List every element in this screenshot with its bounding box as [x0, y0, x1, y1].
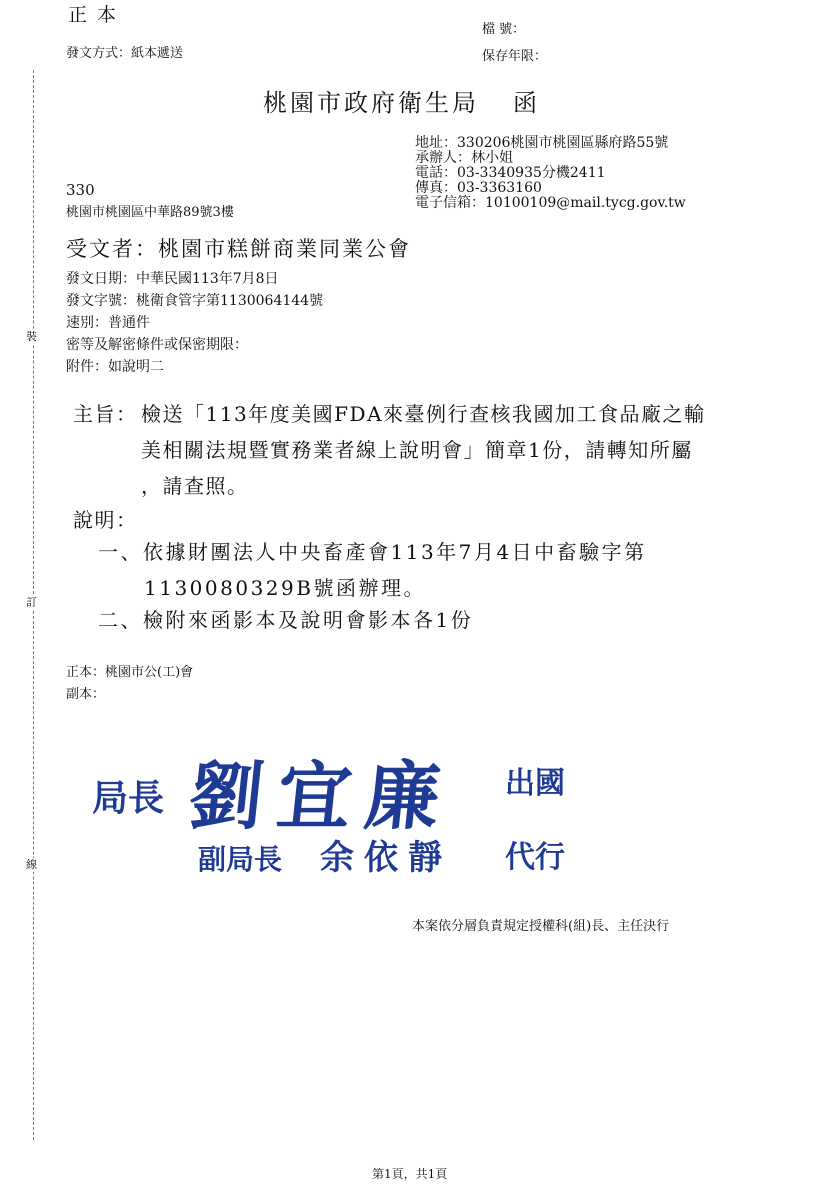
signature-deputy-name: 余依靜 — [320, 838, 452, 878]
copy-type: 正 本 — [68, 4, 119, 26]
classification: 密等及解密條件或保密期限： — [66, 337, 248, 353]
delivery-method: 發文方式：紙本遞送 — [66, 46, 184, 61]
subject-body — [141, 396, 706, 504]
binding-mark-zhuang: 裝 — [26, 330, 37, 343]
attachment: 附件：如說明二 — [66, 359, 164, 375]
explanation-item — [98, 534, 647, 606]
copy-recipients: 副本： — [66, 687, 106, 702]
item-number: 二、 — [98, 608, 143, 632]
subject-line: 檢送「113年度美國FDA來臺例行查核我國加工食品廠之輸 — [141, 402, 706, 426]
agency-name: 桃園市政府衛生局 — [263, 89, 479, 117]
recipient: 受文者：桃園市糕餅商業同業公會 — [66, 237, 411, 261]
document-type: 函 — [513, 89, 540, 117]
contact-email: 電子信箱： 10100109@mail.tycg.gov.tw — [415, 195, 686, 211]
contact-phone: 電話： 03-3340935分機2411 — [415, 165, 606, 181]
signature-status: 出國 — [505, 766, 565, 801]
document-number: 發文字號：桃衛食管字第1130064144號 — [66, 293, 324, 309]
document-title — [263, 83, 540, 118]
file-number-label: 檔 號： — [482, 22, 526, 37]
document-meta — [66, 268, 323, 378]
item-text: 依據財團法人中央畜產會113年7月4日中畜驗字第 — [143, 540, 647, 564]
recipient-address: 桃園市桃園區中華路89號3樓 — [66, 205, 234, 220]
contact-handler: 承辦人： 林小姐 — [415, 150, 513, 166]
item-text: 1130080329B號函辦理。 — [144, 576, 426, 600]
original-recipients: 正本：桃園市公(工)會 — [66, 665, 194, 680]
page-indicator: 第1頁，共1頁 — [372, 1167, 448, 1181]
subject-label: 主旨： — [73, 402, 138, 426]
urgency: 速別：普通件 — [66, 315, 150, 331]
subject-line: 美相關法規暨實務業者線上說明會」簡章1份，請轉知所屬 — [141, 438, 693, 462]
binding-mark-ding: 訂 — [26, 596, 37, 609]
explanation-label: 說明： — [73, 508, 138, 532]
contact-address: 地址： 330206桃園市桃園區縣府路55號 — [415, 135, 669, 151]
signature-deputy-title: 副局長 — [198, 843, 283, 876]
signature-acting: 代行 — [505, 840, 565, 875]
sender-contact-block — [415, 136, 686, 211]
recipient-postal-code: 330 — [66, 181, 95, 199]
retention-period-label: 保存年限： — [482, 49, 548, 64]
item-number: 一、 — [98, 540, 143, 564]
signature-director-name: 劉宜廉 — [184, 754, 458, 840]
subject-line: ，請查照。 — [141, 474, 249, 498]
explanation-item — [98, 602, 473, 638]
signature-director-title: 局長 — [92, 778, 165, 819]
contact-fax: 傳真： 03-3363160 — [415, 180, 542, 196]
item-text: 檢附來函影本及說明會影本各1份 — [143, 608, 474, 632]
binding-mark-xian: 線 — [26, 858, 37, 871]
delegation-note: 本案依分層負責規定授權科(組)長、主任決行 — [412, 919, 670, 934]
issue-date: 發文日期：中華民國113年7月8日 — [66, 271, 279, 287]
